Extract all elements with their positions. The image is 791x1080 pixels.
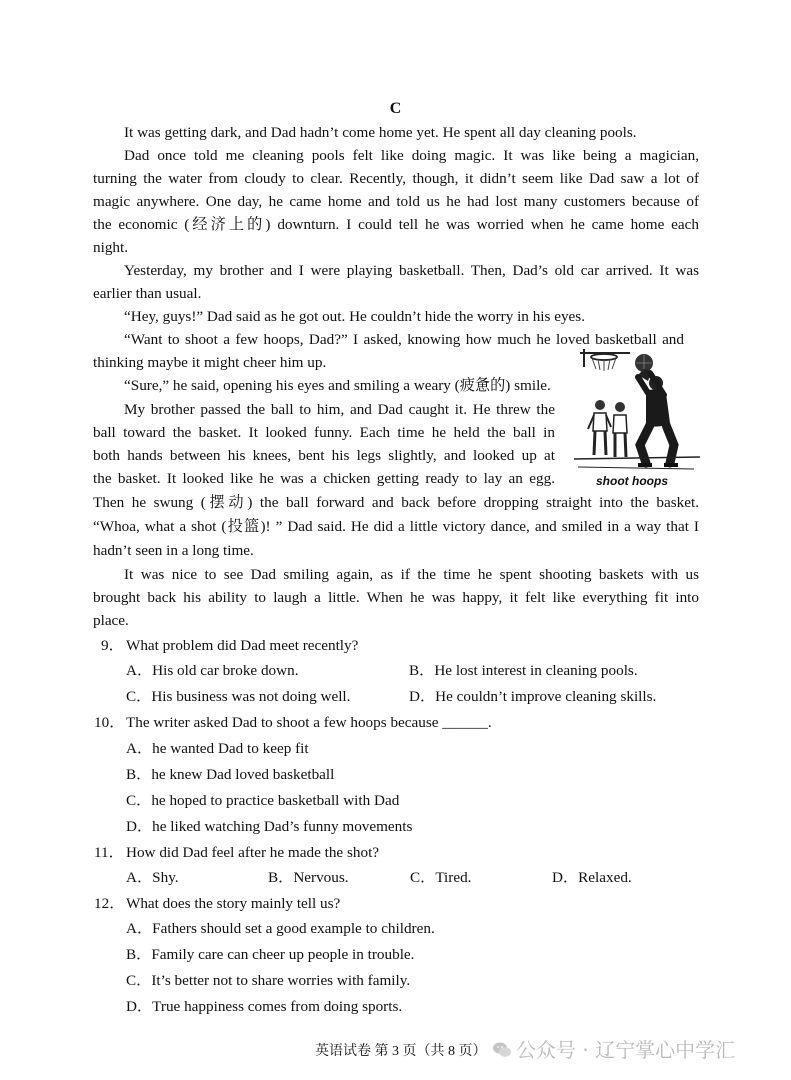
answer-option[interactable]: A．Fathers should set a good example to children. [126, 920, 435, 937]
watermark-text: 公众号 · 辽宁掌心中学汇 [516, 1038, 736, 1062]
passage-line: It was nice to see Dad smiling again, as if the time he spent shooting baskets with us [124, 566, 699, 583]
question-stem: What does the story mainly tell us? [126, 895, 341, 912]
question-number: 12． [94, 895, 125, 912]
answer-option[interactable]: B．Nervous. [268, 869, 349, 886]
section-heading: C [389, 100, 402, 117]
wechat-icon [492, 1041, 512, 1059]
answer-option[interactable]: B．he knew Dad loved basketball [126, 766, 335, 783]
passage-line: Then he swung (摆动) the ball forward and back before dropping straight into the basket. [93, 494, 699, 511]
question-stem: What problem did Dad meet recently? [126, 637, 359, 654]
passage-line: “Sure,” he said, opening his eyes and smiling a weary (疲惫的) smile. [124, 377, 551, 394]
passage-line: “Whoa, what a shot (投篮)! ” Dad said. He did a little victory dance, and smiled in a way that I [93, 518, 699, 535]
passage-line: ball toward the basket. It looked funny. Each time he held the ball in [93, 424, 555, 441]
passage-line: both hands between his knees, bent his legs slightly, and looked up at [93, 447, 555, 464]
question-stem: How did Dad feel after he made the shot? [126, 844, 380, 861]
question-stem: The writer asked Dad to shoot a few hoops because ______. [126, 714, 492, 731]
passage-line: Yesterday, my brother and I were playing basketball. Then, Dad’s old car arrived. It was [124, 262, 699, 279]
answer-option[interactable]: C．It’s better not to share worries with family. [126, 972, 411, 989]
answer-option[interactable]: A．he wanted Dad to keep fit [126, 740, 309, 757]
passage-line: thinking maybe it might cheer him up. [93, 354, 327, 371]
passage-line: the basket. It looked like he was a chicken getting ready to lay an egg. [93, 470, 555, 487]
page-footer: 英语试卷 第 3 页（共 8 页） [315, 1044, 487, 1059]
answer-option[interactable]: D．he liked watching Dad’s funny movements [126, 818, 413, 835]
answer-option[interactable]: C．he hoped to practice basketball with Dad [126, 792, 400, 809]
passage-line: “Want to shoot a few hoops, Dad?” I asked, knowing how much he loved basketball and [124, 331, 684, 348]
basketball-illustration [574, 345, 700, 475]
passage-line: “Hey, guys!” Dad said as he got out. He couldn’t hide the worry in his eyes. [124, 308, 586, 325]
passage-line: magic anywhere. One day, he came home and told us he had lost many customers because of [93, 193, 699, 210]
passage-line: hadn’t seen in a long time. [93, 542, 254, 559]
question-number: 11． [94, 844, 124, 861]
passage-line: turning the water from cloudy to clear. Recently, though, it didn’t seem like Dad saw a lot of [93, 170, 699, 187]
illustration-caption: shoot hoops [596, 474, 668, 488]
answer-option[interactable]: A．His old car broke down. [126, 662, 299, 679]
answer-option[interactable]: C．His business was not doing well. [126, 688, 351, 705]
question-number: 9． [101, 637, 124, 654]
passage-line: Dad once told me cleaning pools felt like doing magic. It was like being a magician, [124, 147, 699, 164]
watermark [492, 1034, 735, 1063]
answer-option[interactable]: C．Tired. [410, 869, 472, 886]
answer-option[interactable]: D．True happiness comes from doing sports. [126, 998, 403, 1015]
passage-line: place. [93, 612, 129, 629]
passage-line: the economic (经济上的) downturn. I could tell he was worried when he came home each [93, 216, 699, 233]
answer-option[interactable]: D．He couldn’t improve cleaning skills. [409, 688, 657, 705]
passage-line: night. [93, 239, 129, 256]
answer-option[interactable]: B．He lost interest in cleaning pools. [409, 662, 638, 679]
answer-option[interactable]: D．Relaxed. [552, 869, 632, 886]
answer-option[interactable]: B．Family care can cheer up people in trouble. [126, 946, 415, 963]
passage-line: brought back his ability to laugh a little. When he was happy, it felt like everything fit into [93, 589, 699, 606]
answer-option[interactable]: A．Shy. [126, 869, 179, 886]
passage-line: earlier than usual. [93, 285, 202, 302]
passage-line: It was getting dark, and Dad hadn’t come home yet. He spent all day cleaning pools. [124, 124, 637, 141]
question-number: 10． [94, 714, 125, 731]
passage-line: My brother passed the ball to him, and Dad caught it. He threw the [124, 401, 555, 418]
